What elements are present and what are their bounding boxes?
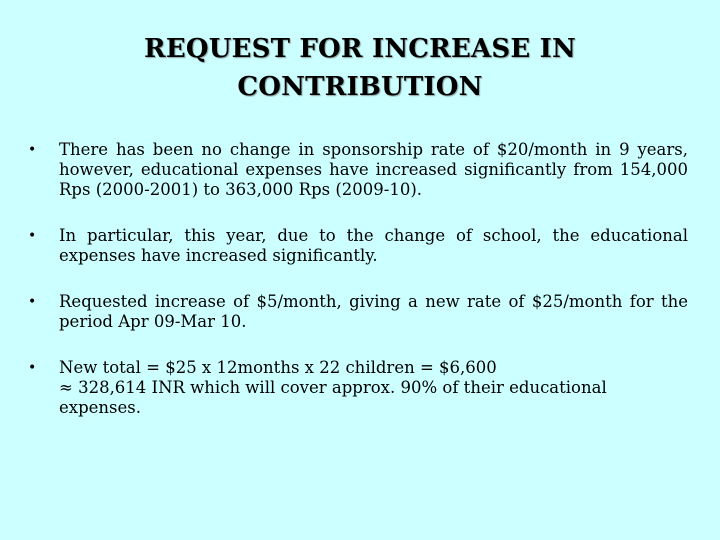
slide-title-line-1: REQUEST FOR INCREASE IN [144,34,576,64]
bullet-icon: • [28,360,37,376]
bullet-icon: • [28,142,37,158]
bullet-icon: • [28,228,37,244]
bullet-item [28,140,688,200]
bullet-icon: • [28,294,37,310]
bullet-list [28,140,688,418]
bullet-text: There has been no change in sponsorship rate of $20/month in 9 years, however, educational expenses have increased significantly from 154,000 Rps (2000-2001) to 363,000 Rps (2009-10). [59,140,688,199]
bullet-item [28,292,688,332]
slide-title-line-2: CONTRIBUTION [237,72,483,102]
bullet-text [59,358,688,418]
bullet-text: Requested increase of $5/month, giving a new rate of $25/month for the period Apr 09-Mar 10. [59,292,688,331]
bullet-item [28,358,688,418]
bullet-text-line-1: New total = $25 x 12months x 22 children = $6,600 [59,358,497,377]
bullet-text: In particular, this year, due to the change of school, the educational expenses have increased significantly. [59,226,688,265]
slide-title [60,30,660,106]
bullet-text-line-2: ≈ 328,614 INR which will cover approx. 90% of their educational expenses. [59,378,607,417]
bullet-item [28,226,688,266]
